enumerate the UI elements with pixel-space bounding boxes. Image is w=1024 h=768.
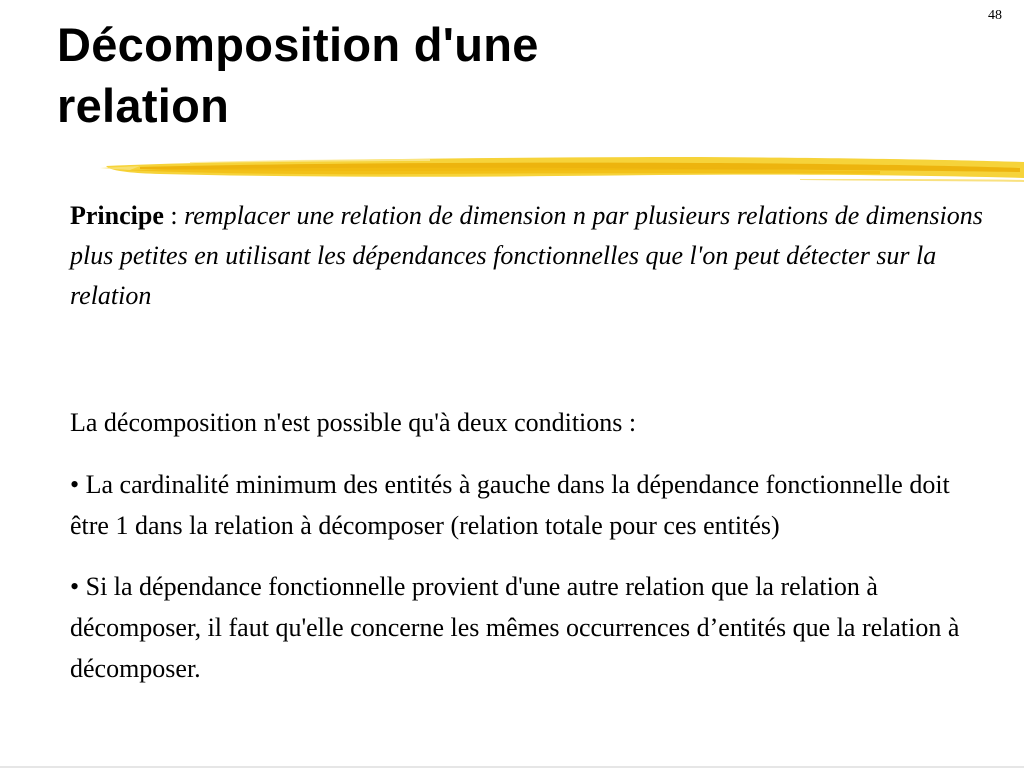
slide-title-line-2: relation <box>57 79 230 132</box>
title-underline-brush-stroke <box>100 148 1024 188</box>
condition-item-1: • La cardinalité minimum des entités à gauche dans la dépendance fonctionnelle doit être 1 dans la relation à décomposer (relation totale pour ces entités) <box>70 470 950 540</box>
condition-item-2: • Si la dépendance fonctionnelle provient d'une autre relation que la relation à décomposer, il faut qu'elle concerne les mêmes occurrences d’entités que la relation à décomposer. <box>70 572 960 683</box>
slide-title-line-1: Décomposition d'une <box>57 18 539 71</box>
page-number: 48 <box>988 8 1002 23</box>
principle-paragraph <box>70 196 990 316</box>
principle-separator: : <box>163 201 185 230</box>
slide-title <box>57 14 757 136</box>
principle-label: Principe <box>70 201 164 230</box>
conditions-block <box>70 402 985 709</box>
conditions-intro: La décomposition n'est possible qu'à deux conditions : <box>70 408 637 437</box>
principle-text: remplacer une relation de dimension n par plusieurs relations de dimensions plus petites en utilisant les dépendances fonctionnelles que l'on peut détecter sur la relation <box>70 201 983 310</box>
